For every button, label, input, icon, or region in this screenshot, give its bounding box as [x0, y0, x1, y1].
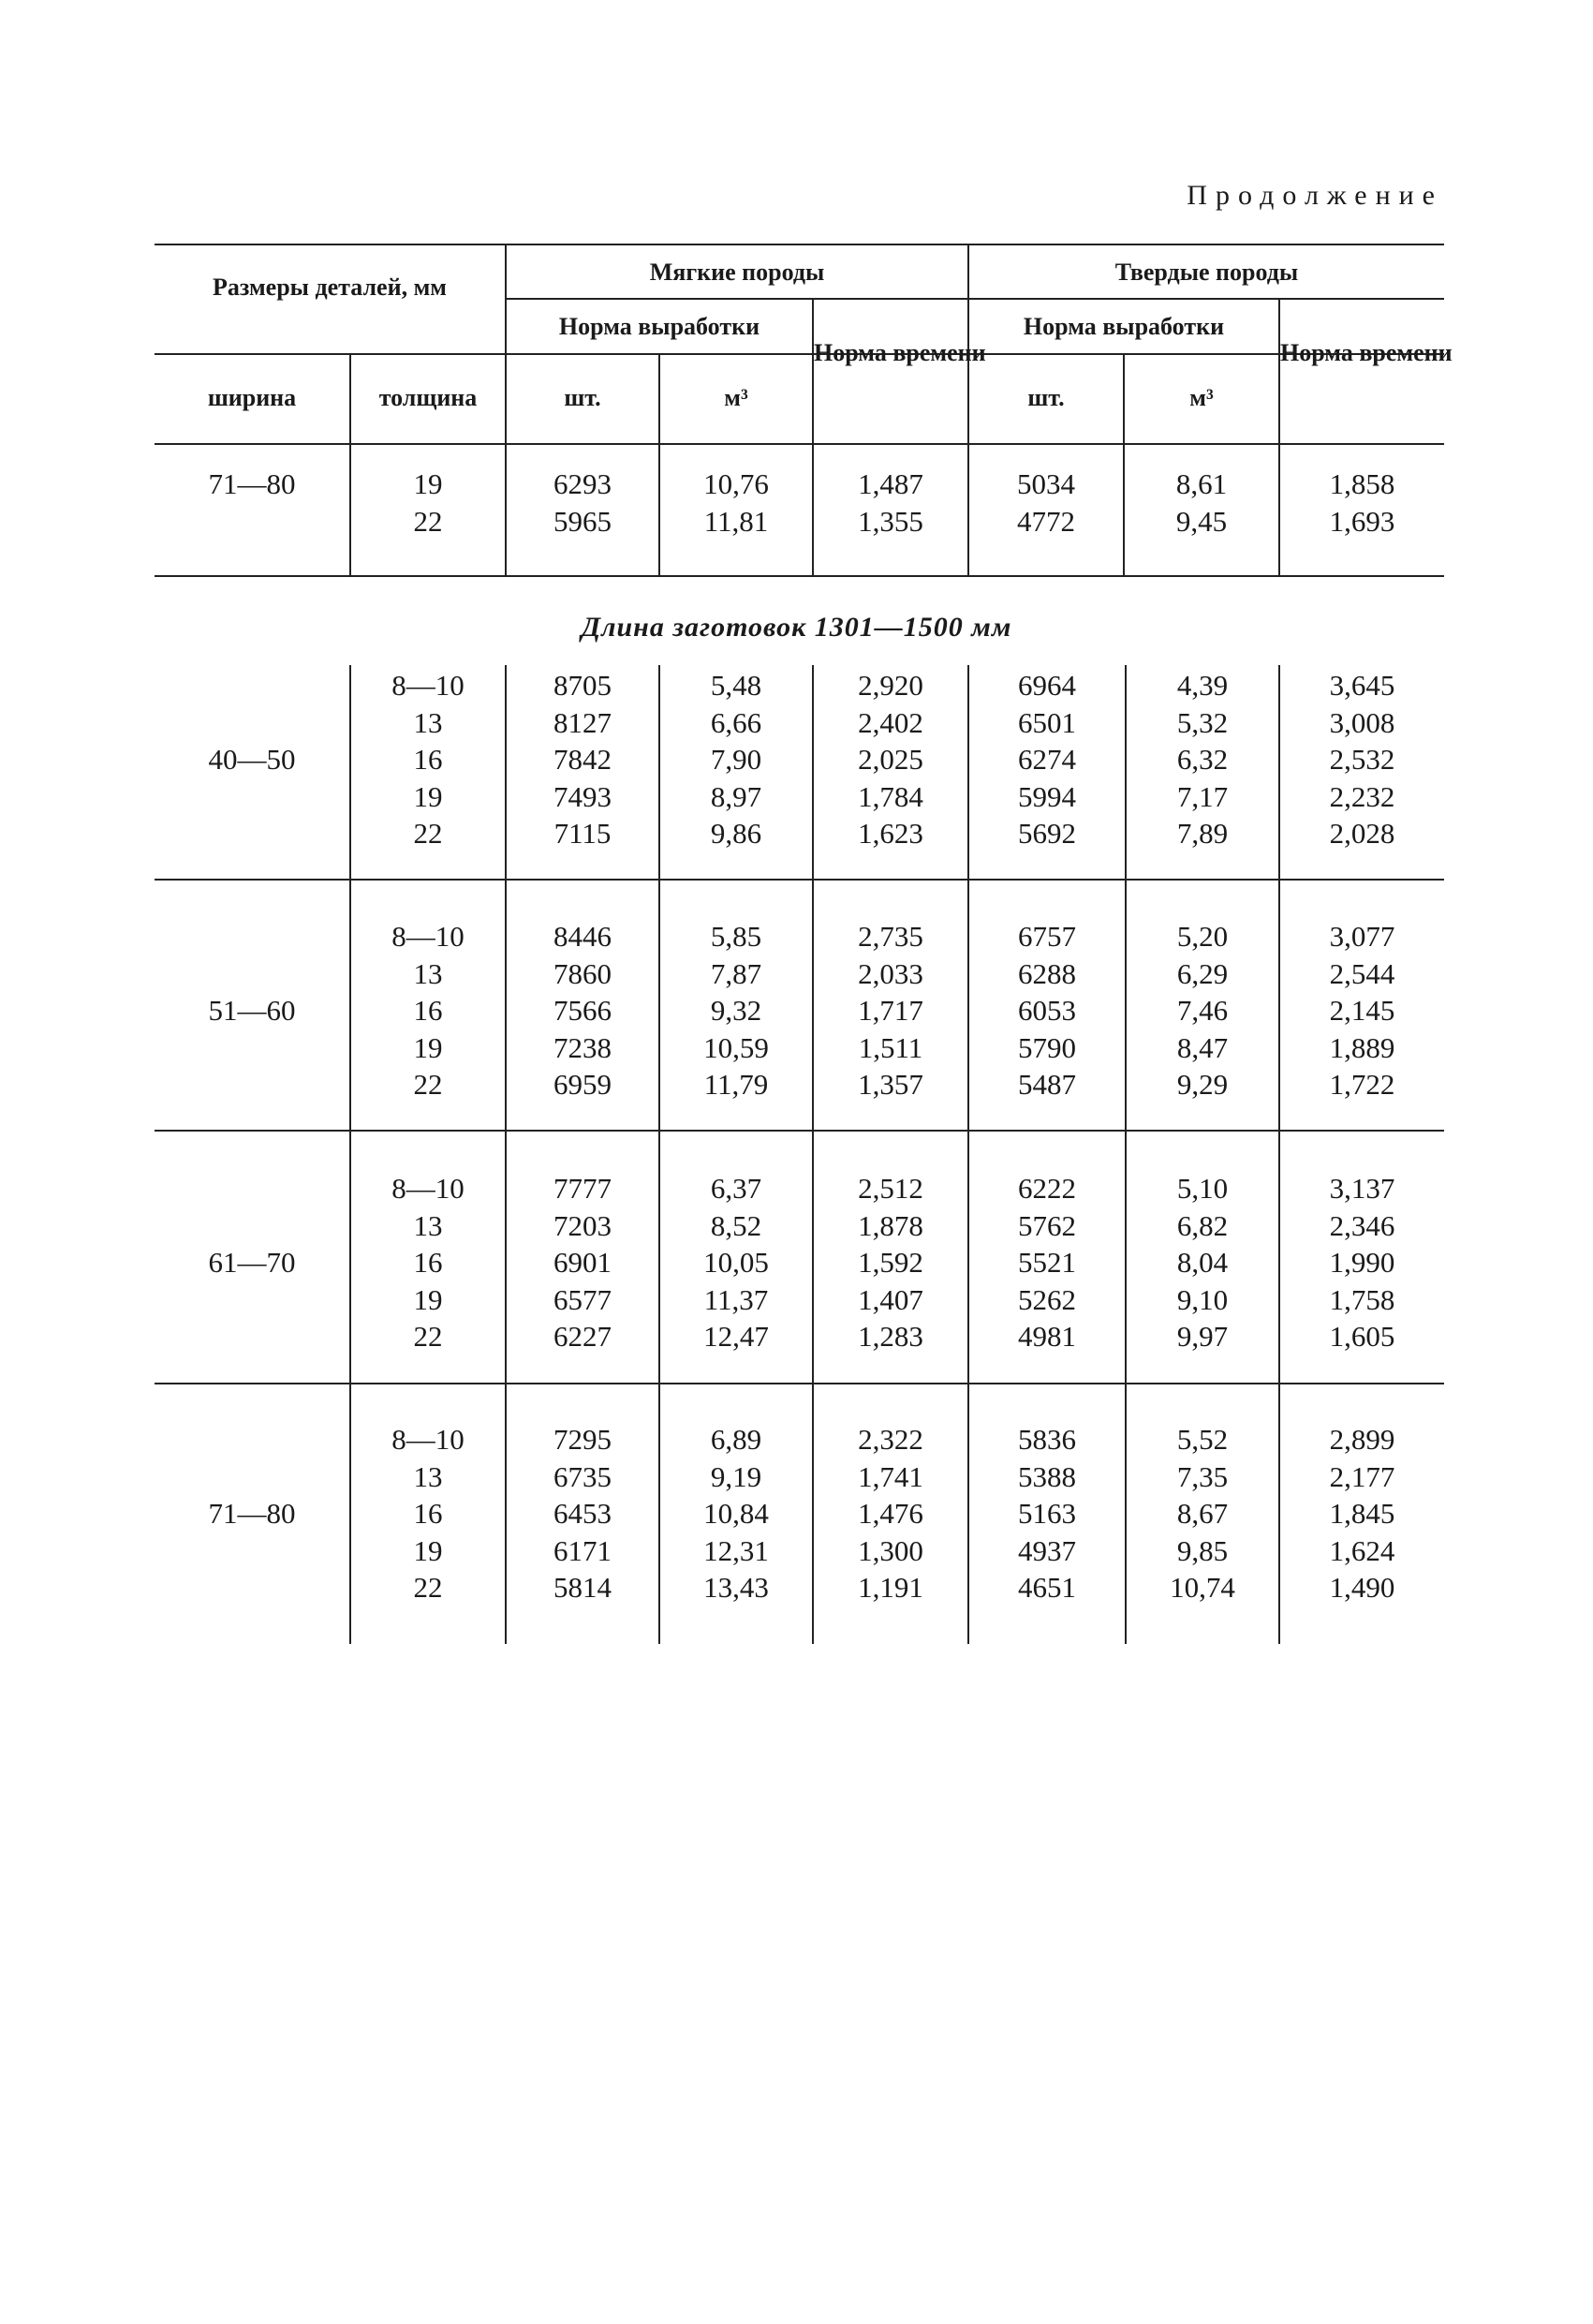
first-block-hard-time: 1,858 1,693	[1329, 467, 1395, 538]
first-block-soft-m3: 10,76 11,81	[703, 467, 769, 538]
block-51-60-hard-pcs: 6757 6288 6053 5790 5487	[1018, 920, 1076, 1101]
block-61-70-width: 61—70	[208, 1246, 296, 1279]
block-61-70-soft-time: 2,512 1,878 1,592 1,407 1,283	[858, 1172, 923, 1353]
block-71-80-soft-pcs: 7295 6735 6453 6171 5814	[553, 1423, 612, 1604]
block-61-70-soft-pcs: 7777 7203 6901 6577 6227	[553, 1172, 612, 1353]
block-51-60-hard-m3: 5,20 6,29 7,46 8,47 9,29	[1176, 920, 1229, 1101]
block-40-50-width: 40—50	[208, 743, 296, 776]
block-40-50-soft-m3: 5,48 6,66 7,90 8,97 9,86	[710, 669, 762, 850]
first-block-bottom-rule	[155, 575, 1444, 577]
header-width: ширина	[207, 384, 297, 411]
header-hard: Твердые породы	[1114, 259, 1299, 286]
header-sizes: Размеры деталей, мм	[212, 274, 447, 301]
block-61-70-thickness: 8—10 13 16 19 22	[391, 1172, 465, 1353]
header-soft-pcs: шт.	[564, 384, 601, 411]
block-71-80-hard-pcs: 5836 5388 5163 4937 4651	[1018, 1423, 1076, 1604]
first-block-width: 71—80	[208, 467, 296, 500]
block-40-50-soft-pcs: 8705 8127 7842 7493 7115	[553, 669, 612, 850]
block-71-80-width: 71—80	[208, 1497, 296, 1530]
header-thickness: толщина	[378, 384, 478, 411]
block-71-80-thickness: 8—10 13 16 19 22	[391, 1423, 465, 1604]
block-71-80-soft-m3: 6,89 9,19 10,84 12,31 13,43	[703, 1423, 769, 1604]
header-hard-time-norm-1: Норма времени	[1280, 339, 1453, 366]
block-71-80-hard-m3: 5,52 7,35 8,67 9,85 10,74	[1170, 1423, 1235, 1604]
block-40-50-thickness: 8—10 13 16 19 22	[391, 669, 465, 850]
block-40-50-bottom-rule	[155, 879, 1444, 881]
block-61-70-soft-m3: 6,37 8,52 10,05 11,37 12,47	[703, 1172, 769, 1353]
block-40-50-hard-m3: 4,39 5,32 6,32 7,17 7,89	[1176, 669, 1229, 850]
block-40-50-soft-time: 2,920 2,402 2,025 1,784 1,623	[858, 669, 923, 850]
block-51-60-soft-time: 2,735 2,033 1,717 1,511 1,357	[858, 920, 923, 1101]
header-rule-1	[506, 298, 1444, 300]
block-40-50-hard-pcs: 6964 6501 6274 5994 5692	[1018, 669, 1076, 850]
header-rule-2	[155, 353, 1444, 355]
header-soft-time-norm-1: Норма времени	[814, 339, 986, 366]
header-top-rule	[155, 244, 1444, 245]
header-soft-m3: м³	[724, 384, 748, 411]
block-51-60-hard-time: 3,077 2,544 2,145 1,889 1,722	[1329, 920, 1395, 1101]
first-block-thickness: 19 22	[413, 467, 443, 538]
header-hard-pcs: шт.	[1027, 384, 1065, 411]
block-51-60-soft-m3: 5,85 7,87 9,32 10,59 11,79	[703, 920, 769, 1101]
header-soft-output-norm: Норма выработки	[558, 313, 760, 340]
first-block-hard-pcs: 5034 4772	[1017, 467, 1075, 538]
block-51-60-soft-pcs: 8446 7860 7566 7238 6959	[553, 920, 612, 1101]
first-block-soft-pcs: 6293 5965	[553, 467, 612, 538]
block-71-80-hard-time: 2,899 2,177 1,845 1,624 1,490	[1329, 1423, 1395, 1604]
continued-label: Продолжение	[1187, 180, 1443, 211]
block-61-70-hard-m3: 5,10 6,82 8,04 9,10 9,97	[1176, 1172, 1229, 1353]
header-hard-output-norm: Норма выработки	[1023, 313, 1225, 340]
block-51-60-width: 51—60	[208, 994, 296, 1027]
block-71-80-soft-time: 2,322 1,741 1,476 1,300 1,191	[858, 1423, 923, 1604]
block-61-70-hard-pcs: 6222 5762 5521 5262 4981	[1018, 1172, 1076, 1353]
block-51-60-bottom-rule	[155, 1130, 1444, 1132]
section-title: Длина заготовок 1301—1500 мм	[581, 612, 1012, 643]
block-61-70-hard-time: 3,137 2,346 1,990 1,758 1,605	[1329, 1172, 1395, 1353]
header-hard-m3: м³	[1189, 384, 1214, 411]
first-block-soft-time: 1,487 1,355	[858, 467, 923, 538]
block-51-60-thickness: 8—10 13 16 19 22	[391, 920, 465, 1101]
block-61-70-bottom-rule	[155, 1383, 1444, 1384]
block-40-50-hard-time: 3,645 3,008 2,532 2,232 2,028	[1329, 669, 1395, 850]
header-bottom-rule	[155, 443, 1444, 445]
first-block-hard-m3: 8,61 9,45	[1175, 467, 1228, 538]
header-soft: Мягкие породы	[649, 259, 825, 286]
